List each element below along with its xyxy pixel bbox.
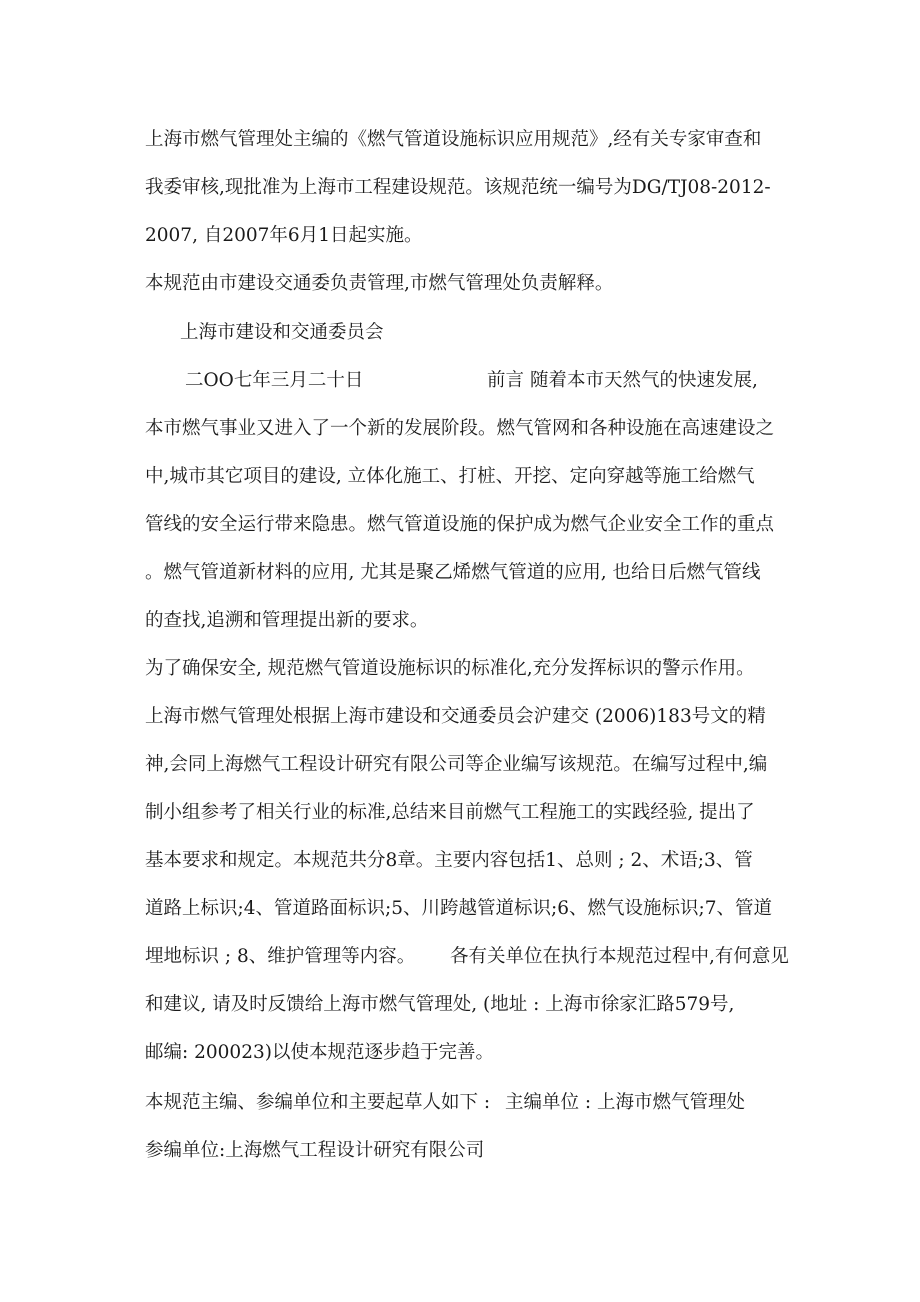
issuer-line: 上海市建设和交通委员会	[180, 322, 384, 343]
text-line: 。燃气管道新材料的应用, 尤其是聚乙烯燃气管道的应用, 也给日后燃气管线	[145, 562, 761, 583]
text-line: 管线的安全运行带来隐患。燃气管道设施的保护成为燃气企业安全工作的重点	[145, 514, 775, 535]
text-line: 随着本市天然气的快速发展,	[530, 370, 758, 391]
text-line: 本市燃气事业又进入了一个新的发展阶段。燃气管网和各种设施在高速建设之	[145, 418, 775, 439]
text-line: 主编单位 : 上海市燃气管理处	[505, 1092, 745, 1113]
preface-heading: 前言	[487, 370, 525, 391]
text-line: 埋地标识 ; 8、维护管理等内容。	[145, 946, 416, 967]
text-line: 2007, 自2007年6月1日起实施。	[145, 225, 423, 246]
text-line: 的查找,追溯和管理提出新的要求。	[145, 610, 429, 631]
text-line: 上海市燃气管理处主编的《燃气管道设施标识应用规范》,经有关专家审查和	[145, 129, 762, 150]
text-line: 本规范由市建设交通委负责管理,市燃气管理处负责解释。	[145, 273, 614, 294]
text-line: 邮编: 200023)以使本规范逐步趋于完善。	[145, 1042, 494, 1063]
date-line: 二OO七年三月二十日	[185, 370, 364, 391]
text-line: 本规范主编、参编单位和主要起草人如下 :	[145, 1092, 491, 1113]
text-line: 和建议, 请及时反馈给上海市燃气管理处, (地址 : 上海市徐家汇路579号,	[145, 994, 735, 1015]
text-line: 参编单位:上海燃气工程设计研究有限公司	[145, 1140, 485, 1161]
text-line: 上海市燃气管理处根据上海市建设和交通委员会沪建交 (2006)183号文的精	[145, 706, 766, 727]
text-line: 道路上标识;4、管道路面标识;5、川跨越管道标识;6、燃气设施标识;7、管道	[145, 898, 773, 919]
text-line: 我委审核,现批准为上海市工程建设规范。该规范统一编号为DG/TJ08-2012-	[145, 177, 771, 198]
text-line: 基本要求和规定。本规范共分8章。主要内容包括1、总则 ; 2、术语;3、管	[145, 850, 753, 871]
text-line: 为了确保安全, 规范燃气管道设施标识的标准化,充分发挥标识的警示作用。	[145, 658, 755, 679]
text-line: 制小组参考了相关行业的标准,总结来目前燃气工程施工的实践经验, 提出了	[145, 802, 755, 823]
text-line: 神,会同上海燃气工程设计研究有限公司等企业编写该规范。在编写过程中,编	[145, 754, 768, 775]
text-line: 各有关单位在执行本规范过程中,有何意见	[450, 946, 789, 967]
text-line: 中,城市其它项目的建设, 立体化施工、打桩、开挖、定向穿越等施工给燃气	[145, 466, 755, 487]
